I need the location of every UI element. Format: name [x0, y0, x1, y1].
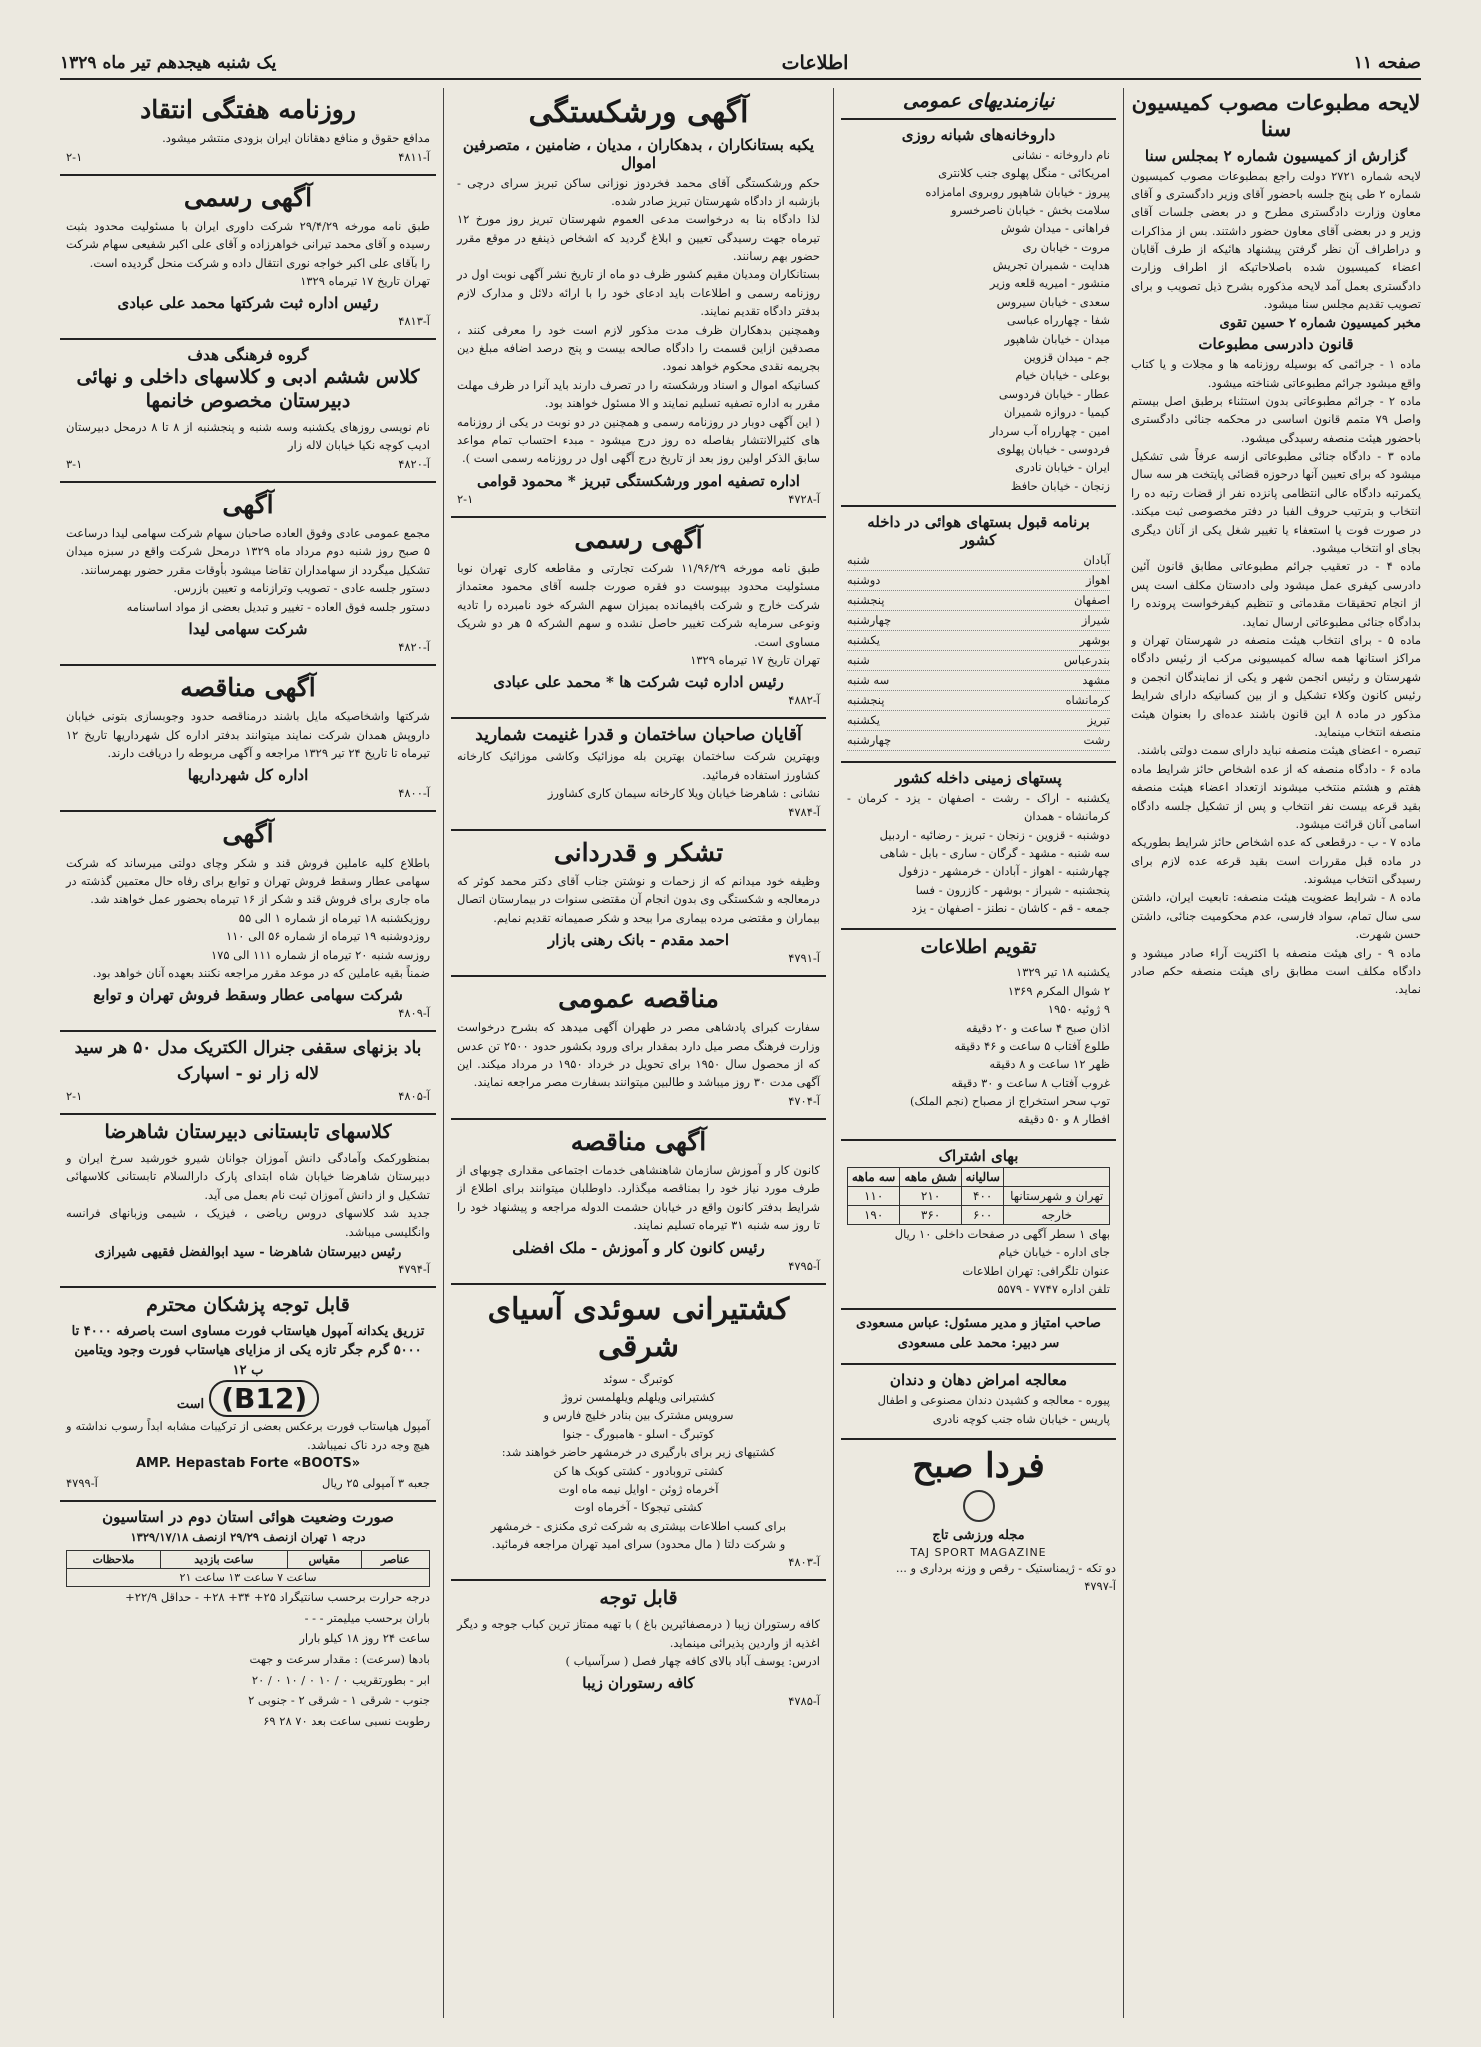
b12-row — [66, 1380, 430, 1417]
shipping-title: کشتیرانی سوئدی آسیای شرقی — [487, 1291, 790, 1365]
medal-icon — [963, 1490, 995, 1522]
airmail-row — [847, 631, 1110, 651]
lida-ad — [60, 481, 436, 660]
official-signature-1: رئیس اداره ثبت شرکتها محمد علی عبادی — [117, 294, 379, 313]
column-rule — [833, 88, 834, 2018]
official-body-1: طبق نامه مورخه ۲۹/۴/۲۹ شرکت داوری ایران با مسئولیت محدود بثبت رسیده و آقای محمد تیرانی خواهرزاده و آقای علی اکبر شفیعی سهام شرکت را بآقای علی اکبر خواجه نوری انتقال داده و شرکت منحل گردیده است. تهران تاریخ ۱۷ تیرماه ۱۳۲۹ — [66, 218, 431, 289]
airmail-day: پنجشنبه — [847, 692, 885, 707]
weather-header-cell: ساعت بازدید — [160, 1550, 287, 1568]
official-body-2: طبق نامه مورخه ۱۱/۹۶/۲۹ شرکت تجارتی و مقاطعه کاری تهران نوبا مسئولیت محدود بپیوست دو فقره صورت جلسه آقای محمود معتمداز شرکت خارج و شرکت بافیمانده بمیزان سهم الشرکه خود نامبرده را تادیه ونوعی سرمایه شرکت تغییر حاصل نشده و سهم الشرکه ۵ هر دو شریک مساوی است. تهران تاریخ ۱۷ تیرماه ۱۳۲۹ — [457, 561, 821, 667]
calendar-line: افطار ۸ و ۵۰ دقیقه — [1018, 1112, 1110, 1127]
calendar-line: ۹ ژوئیه ۱۹۵۰ — [1047, 1002, 1110, 1017]
weather-line: جنوب - شرقی ۱ - شرقی ۲ - جنوبی ۲ — [248, 1693, 430, 1708]
law-body: ماده ۱ - جرائمی که بوسیله روزنامه ها و مجلات و یا کتاب واقع میشود جرائم مطبوعاتی شناخته میشود. ماده ۲ - جرائم مطبوعاتی بدون استثناء برطبق اصل بیستم واصل ۷۹ متمم قانون اساسی در محکمه جنائی دادگستری باحضور هیئت منصفه رسیدگی میشود. ماده ۳ - دادگاه جنائی مطبوعاتی ازسه عرفاً شی تشکیل میشود که برای تعیین آنها درحوزه قضائی پایتخت هر سه سال یکمرتبه دادگاه عالی انتظامی پانزده نفر از قضات رتبه ده را انتخاب و بترتیب حروف الفبا در دفتر مخصوصی ثبت میکند. در صورت فوت یا استعفاء یا تغییر شغل یکی از آنان دیگری بجای او انتخاب میشود. ماده ۴ - در تعقیب جرائم مطبوعاتی مطابق قانون آئین دادرسی کیفری عمل میشود ولی دادستان مکلف است پس از انجام تحقیقات مقدماتی و تنظیم کیفرخواست پرونده را بدادگاه جنائی مطبوعاتی ارسال نماید. ماده ۵ - برای انتخاب هیئت منصفه در شهرستان تهران و مراکز استانها همه ساله کمیسیونی مرکب از رئیس دادگاه شهرستان و رئیس انجمن شهر و یکی از نمایندگان انجمن و رئیس کانون وکلاء تشکیل و از بین کسانیکه دارای شرایط مذکور در ماده ۸ این قانون باشند عده‌ای را بعنوان هیئت منصفه انتخاب مینماید. تبصره - اعضای هیئت منصفه نباید دارای سمت دولتی باشند. ماده ۶ - دادگاه منصفه که از عده اشخاص حائز شرایط ماده هفتم و هشتم منتخب میشوند ازتعداد اعضاء هیئت منصفه بقید قرعه بیست نفر انتخاب و پس از تشکیل جلسه دادگاه اسامی آنان قرائت میشود. ماده ۷ - ب - درقطعی که عده اشخاص حائز شرایط بطوریکه در ماده قبل مقررات است بقید قرعه عده لازم برای رسیدگی انتخاب میشوند. ماده ۸ - شرایط عضویت هیئت منصفه: تابعیت ایران، داشتن سی سال تمام، سواد فارسی، عدم محکومیت جنائی، داشتن حسن شهرت. ماده ۹ - رای هیئت منصفه با اکثریت آراء صادر میشود و دادگاه مکلف است مطابق رای هیئت منصفه حکم صادر نماید. — [1131, 357, 1421, 997]
column-press-law — [1131, 88, 1421, 2018]
lida-title: آگهی — [222, 489, 274, 519]
subscription-box — [841, 1139, 1116, 1305]
subscription-header-cell: سه ماهه — [848, 1167, 900, 1186]
ad-code: آ-۴۸۸۲ — [788, 693, 820, 708]
dentist-title: معالجه امراض دهان و دندان — [889, 1371, 1068, 1390]
weather-header — [67, 1550, 430, 1568]
weather-header-cell: عناصر — [361, 1550, 429, 1568]
weather-line: درجه حرارت برحسب سانتیگراد ۲۵+ ۳۴+ ۲۸+ - حداقل ۲۲/۹+ — [125, 1589, 430, 1604]
fardasobh-title: فردا صبح — [912, 1446, 1045, 1487]
weather-header-cell: مقیاس — [287, 1550, 361, 1568]
ad-code: آ-۴۸۰۹ — [398, 1006, 430, 1021]
b12-badge: (B12) — [209, 1380, 319, 1417]
airmail-day: چهارشنبه — [847, 732, 892, 747]
subscription-cell: ۶۰۰ — [961, 1205, 1003, 1224]
airmail-city: مشهد — [1082, 672, 1110, 687]
weather-line: ابر - بطورتقریب ۰ / ۱۰ ۰ / ۱۰ ۰ / ۲۰ — [251, 1672, 430, 1687]
airmail-day: شنبه — [847, 653, 870, 668]
ad-code: آ-۴۷۰۴ — [788, 1093, 820, 1108]
subscription-header-cell — [1004, 1167, 1110, 1186]
masthead — [60, 48, 1421, 80]
airmail-day: پنجشنبه — [847, 593, 885, 608]
airmail-row — [847, 611, 1110, 631]
airmail-row — [847, 731, 1110, 751]
landmail-box — [841, 761, 1116, 924]
hepastab-title: قابل توجه پزشکان محترم — [146, 1294, 350, 1317]
b12-tail: است — [176, 1397, 205, 1413]
airmail-day: شنبه — [847, 553, 870, 568]
tender-egypt-title: مناقصه عمومی — [558, 983, 719, 1013]
weather-box — [60, 1500, 436, 1738]
subscription-cell: ۱۱۰ — [848, 1186, 900, 1205]
weather-line: رطوبت نسبی ساعت بعد ۷۰ ۲۸ ۶۹ — [263, 1714, 430, 1729]
airmail-day: سه شنبه — [847, 672, 890, 687]
subscription-cell: ۱۹۰ — [848, 1205, 900, 1224]
airmail-day: یکشنبه — [847, 712, 880, 727]
section-tag: نیازمندیهای عمومی — [902, 90, 1055, 112]
school-title: کلاس ششم ادبی و کلاسهای داخلی و نهائی دبیرستان مخصوص خانمها — [76, 366, 420, 413]
column-rule — [443, 88, 444, 2018]
weather-sub: درجه ۱ تهران ازنصف ۲۹/۲۹ ازنصف ۱۳۲۹/۱۷/۱۸ — [130, 1529, 366, 1544]
landmail-title: پستهای زمینی داخله کشور — [895, 768, 1062, 787]
enteghad-ad — [60, 88, 436, 170]
subscription-note: بهای ۱ سطر آگهی در صفحات داخلی ۱۰ ریال — [894, 1226, 1110, 1241]
sugar-ad — [60, 810, 436, 1026]
tender-egypt-body: سفارت کبرای پادشاهی مصر در طهران آگهی میدهد که بشرح درخواست وزارت فرهنگ مصر میل دارد بمقدار برای ورود بکشور حدود ۲۵۰۰ تن عدس که از محصول سال ۱۹۵۰ برای تحویل در خرداد ۱۹۵۰ در مرداد میکند. این آگهی مدت ۳۰ روز میباشد و طالبین میتوانند بسفارت مصر مراجعه نمایند. — [457, 1020, 820, 1090]
calendar-line: یکشنبه ۱۸ تیر ۱۳۲۹ — [1016, 965, 1110, 980]
ad-code: آ-۴۷۸۵ — [788, 1694, 820, 1709]
school-ad — [60, 338, 436, 476]
owner-line: صاحب امتیاز و مدیر مسئول: عباس مسعودی سر دبیر: محمد علی مسعودی — [856, 1316, 1101, 1351]
tender-kanoon-ad — [451, 1118, 826, 1279]
ad-code: آ-۴۸۱۱ ۲-۱ — [66, 149, 430, 164]
summer-class-title: کلاسهای تابستانی دبیرستان شاهرضا — [104, 1121, 392, 1144]
paper-name: اطلاعات — [781, 52, 849, 74]
bankruptcy-sub: یکبه بستانکاران ، بدهکاران ، مدیان ، ضامنین ، متصرفین اموال — [462, 135, 815, 172]
airmail-city: تبریز — [1087, 712, 1110, 727]
fardasobh-ad — [841, 1438, 1116, 1599]
calendar-line: غروب آفتاب ۸ ساعت و ۳۰ دقیقه — [951, 1075, 1110, 1090]
tender-egypt-ad — [451, 975, 826, 1114]
landmail-body: یکشنبه - اراک - رشت - اصفهان - یزد - کرمان - کرمانشاه - همدان دوشنبه - قزوین - زنجان - تبریز - رضائیه - اردبیل سه شنبه - مشهد - گرگان - ساری - بابل - شاهی چهارشنبه - اهواز - آبادان - خرمشهر - دزفول پنجشنبه - شیراز - بوشهر - کازرون - فسا جمعه - قم - کاشان - نطنز - اصفهان - یزد — [847, 790, 1110, 916]
calendar-box — [841, 928, 1116, 1135]
thanks-signature: احمد مقدم - بانک رهنی بازار — [547, 930, 730, 949]
airmail-city: اصفهان — [1073, 593, 1110, 608]
subscription-cell: ۲۱۰ — [900, 1186, 962, 1205]
ad-code: آ-۴۷۹۵ — [788, 1258, 820, 1273]
weather-lines — [66, 1587, 430, 1732]
ad-code: آ-۴۸۲۰ — [398, 639, 430, 654]
lida-signature: شرکت سهامی لیدا — [188, 619, 308, 638]
weather-table — [66, 1550, 430, 1587]
weather-line: باران برحسب میلیمتر - - - — [304, 1610, 430, 1625]
calendar-line: طلوع آفتاب ۵ ساعت و ۴۶ دقیقه — [954, 1038, 1110, 1053]
weather-line: بادها (سرعت) : مقدار سرعت و جهت — [249, 1652, 430, 1667]
official-ad-1 — [60, 174, 436, 335]
law-chair: مخبر کمیسیون شماره ۲ حسین تقوی — [1219, 315, 1421, 331]
shipping-ad — [451, 1283, 826, 1576]
airmail-row — [847, 551, 1110, 571]
subscription-cell: خارجه — [1004, 1205, 1110, 1224]
airmail-day: چهارشنبه — [847, 613, 892, 628]
ad-code: آ-۴۸۱۳ — [398, 314, 430, 329]
bankruptcy-body: حکم ورشکستگی آقای محمد فخردوز نوزانی ساکن تبریز سرای درچی - بازشبه از دادگاه شهرستان تبریز صادر شده. لذا دادگاه بنا به درخواست مدعی العموم شهرستان تبریز روز مورخ ۱۲ تیرماه جهت رسیدگی تعیین و ابلاغ گردید که اشخاص ذینفع در موقع مقرر حضور بهم رسانند. بستانکاران ومدیان مقیم کشور ظرف دو ماه از تاریخ نشر آگهی نوبت اول در روزنامه رسمی و اطلاعات باید ادعای خود را با ارائه دلائل و مدارک لازم بدفتر دادگاه تقدیم نمایند. وهمچنین بدهکاران ظرف مدت مذکور لازم است خود را معرفی کنند ، مصدقین ازاین قسمت را دادگاه صالحه بیست و پنج درصد اضافه مبلغ دین بجریمه نقدی محکوم خواهد نمود. کسانیکه اموال و اسناد ورشکسته را در تصرف دارند باید آنرا در ظرف مهلت مقرر به اداره تصفیه تسلیم نمایند و الا مسئول خواهند بود. ( این آگهی دوبار در روزنامه رسمی و همچنین در دو نوبت در یکی از روزنامه های کثیرالانتشار بفاصله ده روز درج میشود - مبدء احتساب تمام مواعد سابق الذکر اولین روز بعد از تاریخ درج آگهی اول در روزنامه رسمی است ). — [457, 175, 820, 466]
bankruptcy-title: آگهی ورشکستگی — [528, 95, 749, 130]
cafe-title: قابل توجه — [599, 1587, 678, 1610]
column-rule — [1123, 88, 1124, 2018]
school-body: نام نویسی روزهای یکشنبه وسه شنبه و پنجشنبه از ۸ تا ۸ درمحل دبیرستان ادیب کوچه نکیا خیابان لاله زار — [66, 419, 430, 453]
tender-kanoon-title: آگهی مناقصه — [570, 1126, 707, 1156]
hepastab-body-2: آمپول هیاستاب فورت برعکس بعضی از ترکیبات مشابه ابداً رسوب نداشته و هیچ وجه درد ناک نمیباشد. — [66, 1419, 430, 1452]
weather-header-cell: ملاحظات — [67, 1550, 161, 1568]
airmail-city: بندرعباس — [1063, 653, 1110, 668]
airmail-row — [847, 691, 1110, 711]
lida-body: مجمع عمومی عادی وفوق العاده صاحبان سهام شرکت سهامی لیدا درساعت ۵ صبح روز شنبه دوم مرداد ماه ۱۳۲۹ درمحل شرکت واقع در سبزه میدان تشکیل میگردد از سهامداران تقاضا میشود بأوقات مقرر حضور بهمرسانند. دستور جلسه عادی - تصویب وترازنامه و تعیین بازرس. دستور جلسه فوق العاده - تغییر و تبدیل بعضی از مواد اساسنامه — [66, 525, 430, 614]
fan-text: باد بزنهای سقفی جنرال الکتریک مدل ۵۰ هر سید لاله زار نو - اسپارک — [74, 1038, 422, 1084]
ad-code: آ-۴۸۰۵ ۲-۱ — [66, 1089, 430, 1104]
sugar-body: باطلاع کلیه عاملین فروش قند و شکر وچای دولتی میرساند که شرکت سهامی عطار وسقط فروش تهران و توابع برای رفاه حال معتمین گذشته در ماه جاری برای فروش قند و شکر از ۱۶ تیرماه بحضور عمل خواهند شد. روزیکشنبه ۱۸ تیرماه از شماره ۱ الی ۵۵ روزدوشنبه ۱۹ تیرماه از شماره ۵۶ الی ۱۱۰ روزسه شنبه ۲۰ تیرماه از شماره ۱۱۱ الی ۱۷۵ ضمناً بقیه عاملین که در موعد مقرر مراجعه نکنند بعهده آنان خواهد بود. — [66, 855, 430, 980]
airmail-row — [847, 711, 1110, 731]
hepastab-ad — [60, 1286, 436, 1496]
calendar-line: ظهر ۱۲ ساعت و ۸ دقیقه — [989, 1057, 1110, 1072]
construction-ad — [451, 717, 826, 824]
airmail-row — [847, 571, 1110, 591]
column-classifieds — [60, 88, 436, 2018]
airmail-row — [847, 671, 1110, 691]
enteghad-title: روزنامه هفتگی انتقاد — [140, 95, 356, 124]
ad-code: آ-۴۷۹۴ — [398, 1262, 430, 1277]
bankruptcy-signature: اداره تصفیه امور ورشکستگی تبریز * محمود قوامی — [477, 471, 800, 490]
airmail-day: یکشنبه — [847, 633, 880, 648]
subscription-cell: ۴۰۰ — [961, 1186, 1003, 1205]
thanks-title: تشکر و قدردانی — [553, 837, 724, 867]
owner-box — [841, 1308, 1116, 1359]
law-subtitle: گزارش از کمیسیون شماره ۲ بمجلس سنا — [1144, 146, 1408, 165]
calendar-line: توپ سحر استخراج از مصباح (نجم الملک) — [910, 1094, 1110, 1109]
construction-body: وبهترین شرکت ساختمان بهترین بله موزائیک وکاشی موزائیک کارخانه کشاورز استفاده فرمائید. نشانی : شاهرضا خیابان ویلا کارخانه سیمان کاری کشاورز — [457, 749, 820, 801]
calendar-title: تقویم اطلاعات — [920, 935, 1037, 958]
airmail-day: دوشنبه — [847, 573, 881, 588]
weather-title: صورت وضعیت هوائی استان دوم در استاسیون — [102, 1507, 394, 1526]
airmail-schedule — [847, 551, 1110, 751]
official-ad-2 — [451, 516, 826, 714]
thanks-body: وظیفه خود میدانم که از زحمات و نوشتن جناب آقای دکتر محمد کوثر که درمعالجه و شکستگی وی بدون انجام آن مقتضی سنوات در بیمارستان اتصال بیماران و مقتضی مرده بیماری مرا بیحد و شکر صمیمانه تقدیم نمایم. — [457, 873, 820, 925]
calendar-lines — [847, 963, 1110, 1129]
thanks-ad — [451, 829, 826, 971]
dentist-box — [841, 1363, 1116, 1434]
airmail-city: کرمانشاه — [1065, 692, 1110, 707]
municipal-tender-signature: اداره کل شهرداریها — [187, 766, 309, 785]
official-title-1: آگهی رسمی — [183, 182, 313, 212]
pharmacy-list: نام داروخانه - نشانی امریکائی - منگل پهلوی جنب کلانتری پیروز - خیابان شاهپور روبروی امامزاده سلامت بخش - خیابان ناصرخسرو فراهانی - میدان شوش مروت - خیابان ری هدایت - شمیران تجریش منشور - امیریه قلعه وزیر سعدی - خیابان سیروس شفا - چهارراه عباسی میدان - خیابان شاهپور جم - میدان قزوین بوعلی - خیابان خیام عطار - خیابان فردوسی کیمیا - دروازه شمیران امین - چهارراه آب سردار فردوسی - خیابان پهلوی ایران - خیابان نادری زنجان - خیابان حافظ — [925, 147, 1110, 493]
ad-code: آ-۴۸۰۳ — [788, 1555, 820, 1570]
subscription-table — [847, 1167, 1110, 1225]
airmail-city: آبادان — [1083, 553, 1110, 568]
weather-line: ساعت ۲۴ روز ۱۸ کیلو بارار — [299, 1631, 430, 1646]
weather-subheader: ساعت ۷ ساعت ۱۳ ساعت ۲۱ — [67, 1568, 430, 1586]
municipal-tender-body: شرکتها واشخاصیکه مایل باشند درمناقصه حدود وجوبسازی بتونی خیابان داروپش همدان شرکت نمایند میتوانند بدفتر اداره کل شهرداریها تاریخ ۱۲ تیرماه تا تاریخ ۲۴ تیر ۱۳۲۹ مراجعه و آگهی مربوطه را دریافت دارند. — [66, 709, 430, 760]
ad-code: آ-۴۸۲۰ ۳-۱ — [66, 456, 430, 471]
sugar-title: آگهی — [222, 819, 274, 849]
law-title: لایحه مطبوعات مصوب کمیسیون سنا — [1131, 90, 1421, 142]
ad-code: آ-۴۷۸۴ — [788, 804, 820, 819]
hepastab-body: تزریق یکدانه آمپول هیاستاب فورت مساوی است باصرفه ۴۰۰۰ تا ۵۰۰۰ گرم جگر تازه یکی از مزایای هیاستاب فورت وجود ویتامین ب ۱۲ — [71, 1323, 425, 1378]
ad-code: آ-۴۷۲۸ ۲-۱ — [457, 491, 820, 506]
bankruptcy-ad — [451, 88, 826, 512]
airmail-row — [847, 651, 1110, 671]
airmail-city: اهواز — [1086, 573, 1110, 588]
subscription-title: بهای اشتراک — [938, 1146, 1019, 1165]
subscription-cell: ۳۶۰ — [900, 1205, 962, 1224]
cafe-body: کافه رستوران زیبا ( درمصفائیرین باغ ) با تهیه ممتاز ترین کباب جوجه و دیگر اغذیه از واردین پذیرائی مینماید. ادرس: یوسف آباد بالای کافه چهار فصل ( سرآسیاب ) — [457, 1617, 820, 1668]
airmail-city: شیراز — [1081, 613, 1110, 628]
fardasobh-note: دو تکه - ژیمناستیک - رقص و وزنه برداری و ... — [895, 1560, 1116, 1575]
issue-date: یک شنبه هیجدهم تیر ماه ۱۳۲۹ — [60, 53, 277, 73]
ad-code: جعبه ۳ آمپولی ۲۵ ریال آ-۴۷۹۹ — [66, 1475, 430, 1490]
hepastab-en: AMP. Hepastab Forte «BOOTS» — [135, 1456, 361, 1472]
airmail-city: رشت — [1083, 732, 1110, 747]
enteghad-body: مدافع حقوق و منافع دهقانان ایران بزودی منتشر میشود. — [162, 131, 430, 146]
ad-code: آ-۴۷۹۷ — [1084, 1579, 1116, 1594]
official-signature-2: رئیس اداره ثبت شرکت ها * محمد علی عبادی — [493, 673, 784, 692]
pharmacy-title: داروخانه‌های شبانه روزی — [901, 125, 1056, 144]
ad-code: آ-۴۷۹۱ — [788, 950, 820, 965]
calendar-line: ۲ شوال المکرم ۱۳۶۹ — [1007, 983, 1110, 998]
pharmacy-box — [841, 118, 1116, 501]
subscription-header-cell: سالیانه — [961, 1167, 1003, 1186]
airmail-city: بوشهر — [1079, 633, 1110, 648]
school-group: گروه فرهنگی هدف — [187, 346, 309, 365]
cafe-signature: کافه رستوران زیبا — [582, 1674, 695, 1693]
column-notices — [451, 88, 826, 2018]
page-number: صفحه ۱۱ — [1353, 53, 1421, 73]
fan-ad — [60, 1030, 436, 1109]
calendar-line: اذان صبح ۴ ساعت و ۲۰ دقیقه — [965, 1020, 1110, 1035]
law-heading: قانون دادرسی مطبوعات — [1198, 335, 1354, 354]
fardasobh-en: TAJ SPORT MAGAZINE — [910, 1545, 1047, 1559]
summer-class-signature: رئیس دبیرستان شاهرضا - سید ابوالفضل فقیهی شیرازی — [94, 1245, 402, 1261]
official-title-2: آگهی رسمی — [574, 524, 703, 554]
subscription-cell: تهران و شهرستانها — [1004, 1186, 1110, 1205]
ad-code: آ-۴۸۰۰ — [398, 786, 430, 801]
municipal-tender-ad — [60, 664, 436, 806]
dentist-body: پیوره - معالجه و کشیدن دندان مصنوعی و اطفال پاریس - خیابان شاه جنب کوچه نادری — [877, 1393, 1110, 1426]
airmail-title: برنامه قبول بستهای هوائی در داخله کشور — [867, 513, 1090, 550]
shipping-body: کوتبرگ - سوئد کشتیرانی ویلهلم ویلهلمسن نروژ سرویس مشترک بین بنادر خلیج فارس و کوتبرگ - اسلو - هامبورگ - جنوا کشتیهای زیر برای بارگیری در خرمشهر حاضر خواهند شد: کشتی تروبادور - کشتی کوبک ها کن آخرماه ژوئن - اوایل نیمه ماه اوت کشتی تیجوکا - آخرماه اوت برای کسب اطلاعات بیشتری به شرکت ثری مکنزی - خرمشهر و شرکت دلتا ( مال محدود) سرای امید تهران مراجعه فرمائید. — [490, 1371, 787, 1552]
summer-class-body: بمنظورکمک وآمادگی دانش آموزان جوانان شیرو خورشید سرخ ایران و دبیرستان شاهرضا خیابان شاه ابتدای پارک دارالسلام تابستانی کلاسهائی تشکیل و از دانش آموزان ثبت نام بعمل می آید. جدید شد کلاسهای دروس ریاضی ، فیزیک ، شیمی وزبانهای فرانسه وانگلیسی میباشد. — [66, 1151, 430, 1239]
office-address: جای اداره - خیابان خیام عنوان تلگرافی: تهران اطلاعات تلفن اداره ۷۷۴۷ - ۵۵۷۹ — [962, 1245, 1110, 1297]
column-public-needs — [841, 88, 1116, 2018]
sugar-signature: شرکت سهامی عطار وسقط فروش تهران و توابع — [93, 986, 403, 1005]
subscription-row — [848, 1205, 1110, 1224]
law-intro: لایحه شماره ۲۷۲۱ دولت راجع بمطبوعات مصوب کمیسیون شماره ۲ طی پنج جلسه باحضور آقای وزیر دادگستری و آقای معاون وزارت دادگستری مطرح و در بعضی جلسات آقای وزیر و در بعضی آقای معاون حضور داشتند. بس از مذاکرات و دراطراف آن نظر گرفتن پیشنهاد هائیکه از طرف آقایان اعضاء کمیسیون شده باصلاحاتیکه از اطراف وزارت دادگستری بعمل آمد لایحه مذکوره بشرح ذیل تصویب و برای تصویب تقدیم مجلس سنا میشود. — [1131, 168, 1421, 312]
fardasobh-fa: مجله ورزشی تاج — [932, 1528, 1025, 1544]
airmail-row — [847, 591, 1110, 611]
subscription-row — [848, 1186, 1110, 1205]
tender-kanoon-signature: رئیس کانون کار و آموزش - ملک افضلی — [512, 1238, 765, 1257]
summer-class-ad — [60, 1113, 436, 1282]
cafe-ad — [451, 1579, 826, 1714]
construction-title: آقایان صاحبان ساختمان و قدرا غنیمت شمارید — [475, 725, 802, 746]
airmail-box — [841, 505, 1116, 757]
subscription-header-cell: شش ماهه — [900, 1167, 962, 1186]
municipal-tender-title: آگهی مناقصه — [180, 672, 316, 702]
tender-kanoon-body: کانون کار و آموزش سازمان شاهنشاهی خدمات اجتماعی مقداری چوبهای از طرف مورد نیاز خود را بمناقصه میگذارد. داوطلبان میتوانند برای اطلاع از شرایط بدفتر کانون واقع در خیابان حشمت الدوله مراجعه و پیشنهاد خود را تا روز سه شنبه ۳۱ تیرماه تسلیم نمایند. — [457, 1163, 820, 1233]
